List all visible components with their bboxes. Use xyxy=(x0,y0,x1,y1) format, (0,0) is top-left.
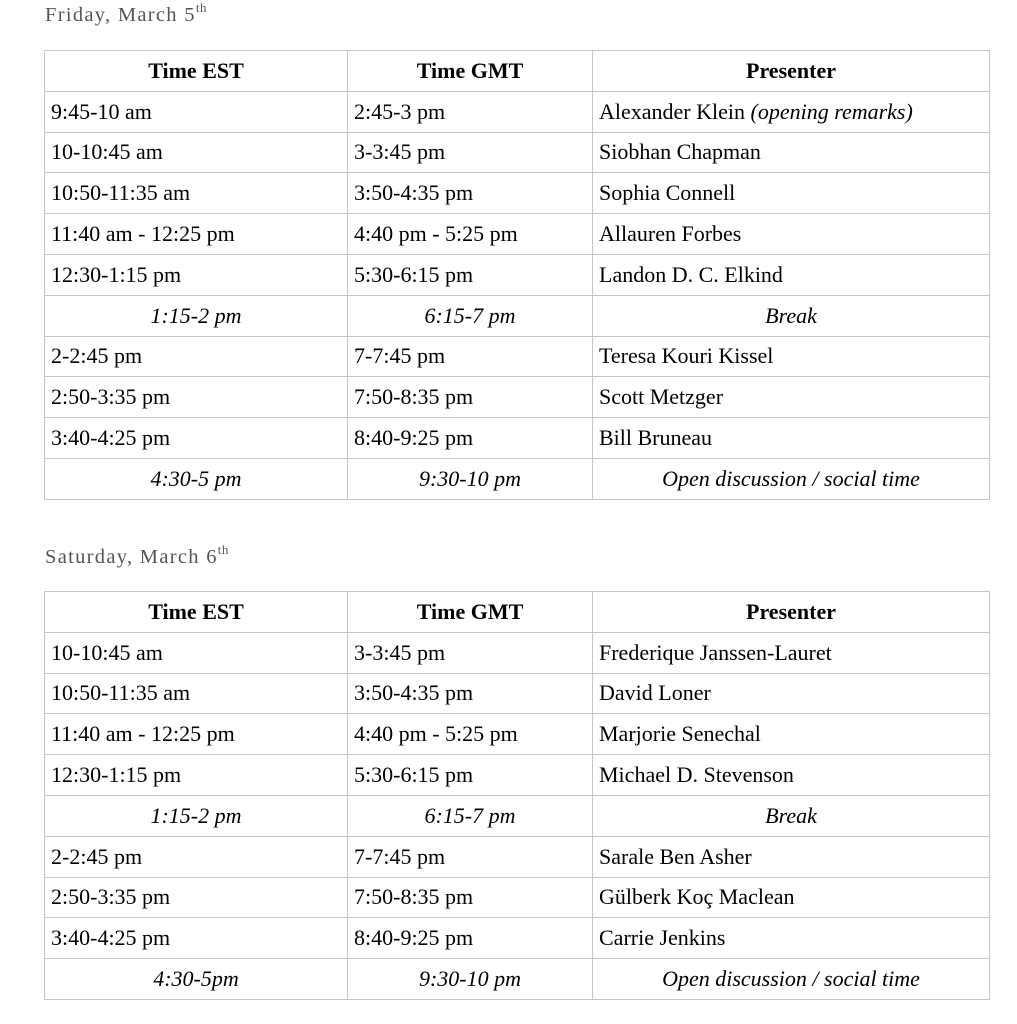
table-row xyxy=(45,877,990,918)
presenter-cell xyxy=(593,632,990,673)
presenter-cell xyxy=(593,714,990,755)
time-gmt-cell xyxy=(348,755,593,796)
presenter-cell xyxy=(593,836,990,877)
time-est-cell xyxy=(45,214,348,255)
column-header-time-gmt: Time GMT xyxy=(348,592,593,633)
time-gmt-cell xyxy=(348,458,593,499)
table-row xyxy=(45,458,990,499)
presenter-cell xyxy=(593,336,990,377)
table-row xyxy=(45,173,990,214)
schedule-table-friday xyxy=(44,50,990,500)
day-heading-friday xyxy=(45,0,207,27)
column-header-time-gmt: Time GMT xyxy=(348,51,593,92)
time-est-cell-text: 4:30-5 pm xyxy=(150,465,242,491)
time-gmt-cell xyxy=(348,91,593,132)
presenter-cell-text: Scott Metzger xyxy=(599,384,724,410)
time-est-cell xyxy=(45,91,348,132)
presenter-cell-text: Carrie Jenkins xyxy=(599,925,726,951)
time-est-cell xyxy=(45,377,348,418)
presenter-cell xyxy=(593,91,990,132)
table-row xyxy=(45,336,990,377)
presenter-cell xyxy=(593,295,990,336)
time-gmt-cell-text: 3:50-4:35 pm xyxy=(354,180,474,206)
time-gmt-cell-text: 7-7:45 pm xyxy=(354,343,446,369)
schedule-rows xyxy=(45,91,990,499)
time-gmt-cell xyxy=(348,714,593,755)
time-est-cell-text: 4:30-5pm xyxy=(153,966,239,992)
table-row xyxy=(45,377,990,418)
time-gmt-cell-text: 5:30-6:15 pm xyxy=(354,261,474,287)
time-est-cell xyxy=(45,836,348,877)
table-row xyxy=(45,91,990,132)
table-header-row xyxy=(45,51,990,92)
time-est-cell xyxy=(45,755,348,796)
time-gmt-cell xyxy=(348,673,593,714)
time-est-cell-text: 12:30-1:15 pm xyxy=(51,762,182,788)
presenter-cell xyxy=(593,755,990,796)
presenter-cell xyxy=(593,173,990,214)
time-gmt-cell-text: 3-3:45 pm xyxy=(354,639,446,665)
time-gmt-cell xyxy=(348,336,593,377)
table-row xyxy=(45,295,990,336)
time-gmt-cell xyxy=(348,377,593,418)
presenter-cell xyxy=(593,877,990,918)
table-row xyxy=(45,959,990,1000)
presenter-cell-text: Break xyxy=(765,802,817,828)
time-gmt-cell-text: 9:30-10 pm xyxy=(418,465,522,491)
time-gmt-cell xyxy=(348,918,593,959)
time-gmt-cell xyxy=(348,632,593,673)
table-row xyxy=(45,673,990,714)
time-est-cell-text: 1:15-2 pm xyxy=(150,302,242,328)
time-est-cell xyxy=(45,132,348,173)
time-est-cell-text: 9:45-10 am xyxy=(51,98,152,124)
presenter-cell-text: Open discussion / social time xyxy=(662,966,920,992)
table-row xyxy=(45,132,990,173)
column-header-presenter: Presenter xyxy=(593,51,990,92)
presenter-cell xyxy=(593,418,990,459)
presenter-cell xyxy=(593,959,990,1000)
time-gmt-cell-text: 2:45-3 pm xyxy=(354,98,446,124)
time-gmt-cell xyxy=(348,132,593,173)
time-est-cell-text: 10-10:45 am xyxy=(51,139,163,165)
presenter-cell xyxy=(593,458,990,499)
time-est-cell xyxy=(45,254,348,295)
time-est-cell xyxy=(45,458,348,499)
table-row xyxy=(45,795,990,836)
time-est-cell xyxy=(45,336,348,377)
time-est-cell-text: 2-2:45 pm xyxy=(51,843,143,869)
presenter-cell-text: Frederique Janssen-Lauret xyxy=(599,639,832,665)
presenter-cell-text: Allauren Forbes xyxy=(599,221,742,247)
day-heading-text: Saturday, March 6 xyxy=(45,546,218,568)
column-header-presenter: Presenter xyxy=(593,592,990,633)
table-row xyxy=(45,755,990,796)
presenter-cell xyxy=(593,254,990,295)
time-gmt-cell-text: 8:40-9:25 pm xyxy=(354,925,474,951)
time-est-cell-text: 2:50-3:35 pm xyxy=(51,384,171,410)
time-gmt-cell-text: 8:40-9:25 pm xyxy=(354,425,474,451)
time-gmt-cell xyxy=(348,418,593,459)
table-row xyxy=(45,918,990,959)
table-header-row xyxy=(45,592,990,633)
column-header-time-est: Time EST xyxy=(45,592,348,633)
time-est-cell-text: 11:40 am - 12:25 pm xyxy=(51,721,235,747)
presenter-note: (opening remarks) xyxy=(750,98,913,124)
time-est-cell xyxy=(45,418,348,459)
time-est-cell-text: 2:50-3:35 pm xyxy=(51,884,171,910)
presenter-cell-text: Gülberk Koç Maclean xyxy=(599,884,795,910)
presenter-cell-text: Sarale Ben Asher xyxy=(599,843,752,869)
time-est-cell-text: 11:40 am - 12:25 pm xyxy=(51,221,235,247)
presenter-cell xyxy=(593,795,990,836)
time-est-cell xyxy=(45,795,348,836)
time-est-cell xyxy=(45,959,348,1000)
time-gmt-cell-text: 5:30-6:15 pm xyxy=(354,762,474,788)
table-row xyxy=(45,254,990,295)
time-gmt-cell-text: 9:30-10 pm xyxy=(418,966,522,992)
time-est-cell xyxy=(45,918,348,959)
presenter-cell xyxy=(593,918,990,959)
presenter-cell xyxy=(593,132,990,173)
presenter-cell-text: Landon D. C. Elkind xyxy=(599,261,783,287)
presenter-cell xyxy=(593,214,990,255)
presenter-cell-text: Break xyxy=(765,302,817,328)
time-est-cell xyxy=(45,877,348,918)
time-gmt-cell-text: 4:40 pm - 5:25 pm xyxy=(354,221,518,247)
time-est-cell xyxy=(45,173,348,214)
ordinal-suffix: th xyxy=(217,542,229,557)
day-heading-saturday xyxy=(45,542,229,569)
table-row xyxy=(45,836,990,877)
time-gmt-cell xyxy=(348,877,593,918)
time-est-cell-text: 3:40-4:25 pm xyxy=(51,425,171,451)
time-gmt-cell-text: 3-3:45 pm xyxy=(354,139,446,165)
time-gmt-cell xyxy=(348,959,593,1000)
schedule-table-saturday xyxy=(44,591,990,1000)
time-est-cell xyxy=(45,295,348,336)
presenter-cell xyxy=(593,377,990,418)
presenter-cell-text: Sophia Connell xyxy=(599,180,736,206)
presenter-cell-text: Bill Bruneau xyxy=(599,425,713,451)
time-gmt-cell xyxy=(348,795,593,836)
presenter-cell-text: David Loner xyxy=(599,680,711,706)
time-gmt-cell-text: 7:50-8:35 pm xyxy=(354,384,474,410)
presenter-cell-text: Michael D. Stevenson xyxy=(599,762,794,788)
time-est-cell-text: 1:15-2 pm xyxy=(150,802,242,828)
presenter-cell-text: Teresa Kouri Kissel xyxy=(599,343,774,369)
table-row xyxy=(45,632,990,673)
time-gmt-cell-text: 6:15-7 pm xyxy=(424,802,516,828)
time-est-cell-text: 10-10:45 am xyxy=(51,639,163,665)
time-gmt-cell-text: 7-7:45 pm xyxy=(354,843,446,869)
time-est-cell xyxy=(45,673,348,714)
ordinal-suffix: th xyxy=(195,0,207,15)
time-gmt-cell-text: 3:50-4:35 pm xyxy=(354,680,474,706)
time-est-cell-text: 10:50-11:35 am xyxy=(51,180,191,206)
presenter-cell-text: Open discussion / social time xyxy=(662,465,920,491)
table-row xyxy=(45,418,990,459)
column-header-time-est: Time EST xyxy=(45,51,348,92)
time-gmt-cell xyxy=(348,173,593,214)
day-heading-text: Friday, March 5 xyxy=(45,4,196,26)
time-gmt-cell xyxy=(348,254,593,295)
presenter-cell-text: Siobhan Chapman xyxy=(599,139,761,165)
time-gmt-cell xyxy=(348,295,593,336)
time-gmt-cell-text: 7:50-8:35 pm xyxy=(354,884,474,910)
presenter-cell-text: Marjorie Senechal xyxy=(599,721,761,747)
table-row xyxy=(45,714,990,755)
time-gmt-cell xyxy=(348,836,593,877)
presenter-cell-text: Alexander Klein xyxy=(599,98,745,124)
table-row xyxy=(45,214,990,255)
time-gmt-cell-text: 6:15-7 pm xyxy=(424,302,516,328)
time-est-cell-text: 12:30-1:15 pm xyxy=(51,261,182,287)
time-est-cell-text: 3:40-4:25 pm xyxy=(51,925,171,951)
time-est-cell xyxy=(45,714,348,755)
time-gmt-cell xyxy=(348,214,593,255)
time-est-cell-text: 10:50-11:35 am xyxy=(51,680,191,706)
schedule-rows xyxy=(45,632,990,999)
time-gmt-cell-text: 4:40 pm - 5:25 pm xyxy=(354,721,518,747)
time-est-cell-text: 2-2:45 pm xyxy=(51,343,143,369)
presenter-cell xyxy=(593,673,990,714)
time-est-cell xyxy=(45,632,348,673)
